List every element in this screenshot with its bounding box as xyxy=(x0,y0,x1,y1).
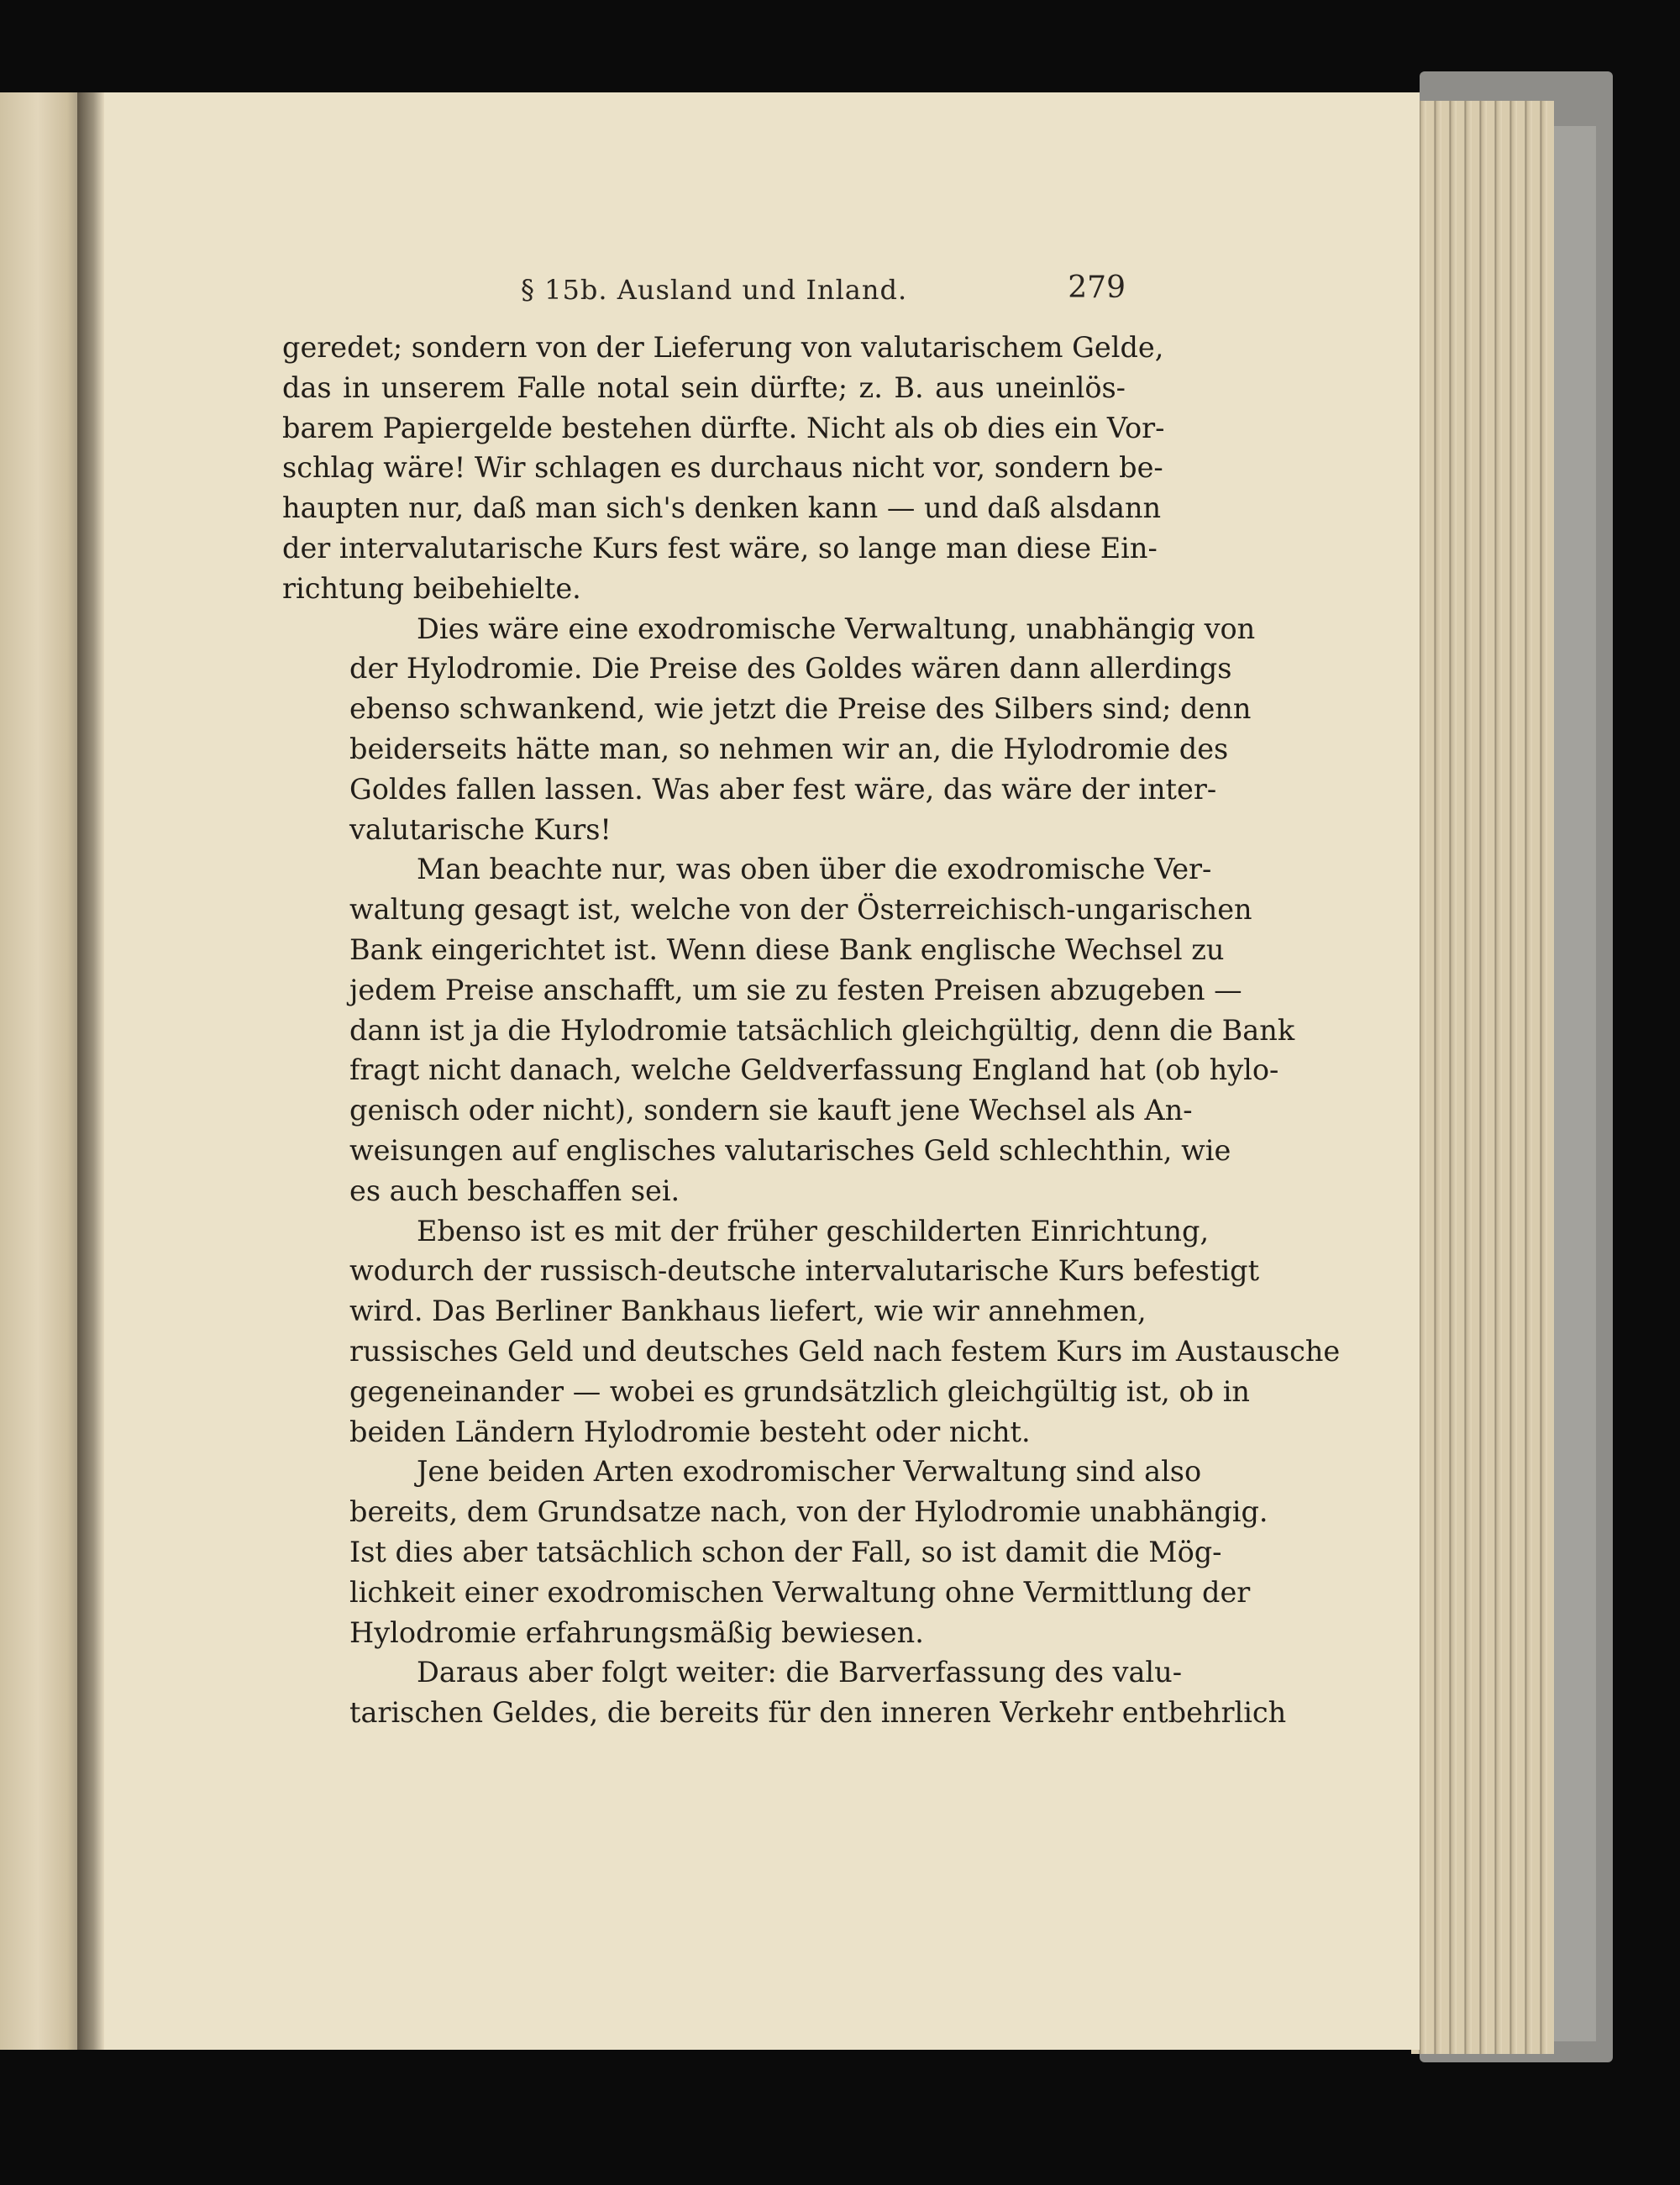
text-line: Daraus aber folgt weiter: die Barverfassung des valu- xyxy=(417,1656,1183,1689)
text-line: der intervalutarische Kurs fest wäre, so lange man diese Ein- xyxy=(282,531,1158,565)
text-line: Jene beiden Arten exodromischer Verwaltung sind also xyxy=(417,1455,1202,1489)
text-line: barem Papiergelde bestehen dürfte. Nicht als ob dies ein Vor- xyxy=(282,411,1165,444)
text-line: das in unserem Falle notal sein dürfte; z. B. aus uneinlös- xyxy=(282,370,1126,404)
text-line: genisch oder nicht), sondern sie kauft jene Wechsel als An- xyxy=(349,1094,1193,1127)
text-line: dann ist ja die Hylodromie tatsächlich gleichgültig, denn die Bank xyxy=(349,1013,1295,1047)
paragraph xyxy=(282,609,1256,850)
text-line: richtung beibehielte. xyxy=(282,571,581,605)
text-line: Bank eingerichtet ist. Wenn diese Bank englische Wechsel zu xyxy=(349,932,1225,966)
text-line: beiderseits hätte man, so nehmen wir an, die Hylodromie des xyxy=(349,732,1229,765)
text-line: Dies wäre eine exodromische Verwaltung, unabhängig von xyxy=(417,612,1256,645)
paragraph xyxy=(282,1211,1341,1452)
text-line: wodurch der russisch-deutsche intervalutarische Kurs befestigt xyxy=(349,1254,1260,1288)
text-line: der Hylodromie. Die Preise des Goldes wären dann allerdings xyxy=(349,652,1232,685)
text-line: jedem Preise anschafft, um sie zu festen Preisen abzugeben — xyxy=(349,973,1242,1006)
text-line: lichkeit einer exodromischen Verwaltung ohne Vermittlung der xyxy=(349,1575,1251,1609)
running-head: § 15b. Ausland und Inland. xyxy=(521,274,908,306)
paragraph xyxy=(282,849,1295,1211)
text-line: fragt nicht danach, welche Geldverfassung England hat (ob hylo- xyxy=(349,1053,1279,1087)
text-line: Ebenso ist es mit der früher geschilderten Einrichtung, xyxy=(417,1214,1210,1247)
text-line: valutarische Kurs! xyxy=(349,812,612,846)
text-line: waltung gesagt ist, welche von der Österreichisch-ungarischen xyxy=(349,893,1252,927)
text-line: ebenso schwankend, wie jetzt die Preise des Silbers sind; denn xyxy=(349,692,1252,726)
text-line: Goldes fallen lassen. Was aber fest wäre, das wäre der inter- xyxy=(349,772,1217,806)
text-line: russisches Geld und deutsches Geld nach festem Kurs im Austausche xyxy=(349,1334,1341,1368)
text-line: weisungen auf englisches valutarisches Geld schlechthin, wie xyxy=(349,1133,1231,1167)
text-line: Hylodromie erfahrungsmäßig bewiesen. xyxy=(349,1615,924,1649)
page-number: 279 xyxy=(1068,270,1126,305)
left-page-fragment xyxy=(0,92,84,2050)
body-text xyxy=(282,328,1341,1733)
paragraph xyxy=(282,1652,1287,1733)
text-line: bereits, dem Grundsatze nach, von der Hylodromie unabhängig. xyxy=(349,1495,1268,1529)
text-line: tarischen Geldes, die bereits für den inneren Verkehr entbehrlich xyxy=(349,1696,1287,1730)
text-line: wird. Das Berliner Bankhaus liefert, wie wir annehmen, xyxy=(349,1295,1147,1328)
text-line: gegeneinander — wobei es grundsätzlich gleichgültig ist, ob in xyxy=(349,1374,1250,1408)
page-header xyxy=(521,270,1126,314)
gutter-shadow xyxy=(77,92,104,2050)
text-line: Ist dies aber tatsächlich schon der Fall, so ist damit die Mög- xyxy=(349,1535,1222,1568)
text-line: geredet; sondern von der Lieferung von valutarischem Gelde, xyxy=(282,331,1164,364)
paragraph xyxy=(282,328,1165,609)
text-line: beiden Ländern Hylodromie besteht oder nicht. xyxy=(349,1415,1031,1448)
paragraph xyxy=(282,1452,1268,1652)
text-line: Man beachte nur, was oben über die exodromische Ver- xyxy=(417,853,1212,886)
page-edges xyxy=(1411,101,1554,2054)
text-line: haupten nur, daß man sich's denken kann — und daß alsdann xyxy=(282,491,1162,525)
text-line: schlag wäre! Wir schlagen es durchaus nicht vor, sondern be- xyxy=(282,451,1163,485)
text-line: es auch beschaffen sei. xyxy=(349,1174,680,1207)
